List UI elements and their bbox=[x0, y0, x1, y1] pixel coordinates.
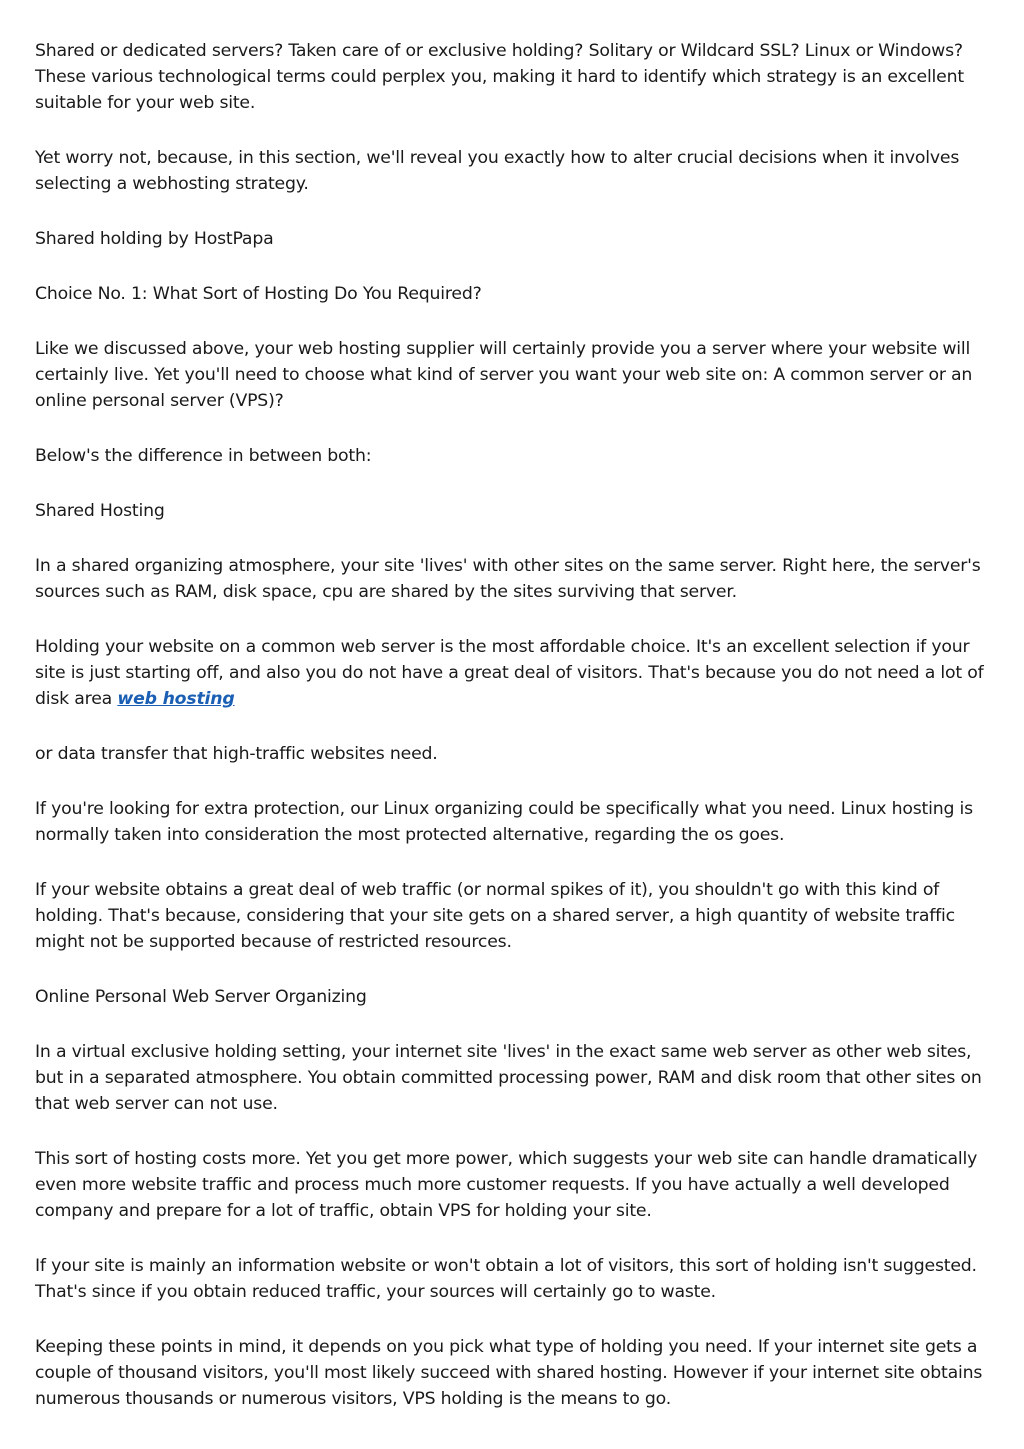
paragraph-linux-protection: If you're looking for extra protection, our Linux organizing could be specifically what you need. Linux hosting is normally taken into consideration the most protected alternative, regarding the os goes. bbox=[35, 799, 973, 845]
paragraph-difference: Below's the difference in between both: bbox=[35, 446, 372, 466]
paragraph-choice-heading: Choice No. 1: What Sort of Hosting Do You Required? bbox=[35, 284, 482, 304]
paragraph-vps-cost: This sort of hosting costs more. Yet you get more power, which suggests your web site can handle dramatically even more website traffic and process much more customer requests. If you have actually a well developed company and prepare for a lot of traffic, obtain VPS for holding your site. bbox=[35, 1149, 978, 1221]
paragraph-vps-setting: In a virtual exclusive holding setting, your internet site 'lives' in the exact same web server as other web sites, but in a separated atmosphere. You obtain committed processing power, RAM and disk room that other sites on that web server can not use. bbox=[35, 1042, 982, 1114]
paragraph-reassurance: Yet worry not, because, in this section, we'll reveal you exactly how to alter crucial decisions when it involves selecting a webhosting strategy. bbox=[35, 148, 960, 194]
web-hosting-link[interactable]: web hosting bbox=[117, 689, 235, 709]
document-body bbox=[35, 38, 995, 1441]
paragraph-shared-environment: In a shared organizing atmosphere, your site 'lives' with other sites on the same server. Right here, the server's sources such as RAM, disk space, cpu are shared by the sites surviving that server. bbox=[35, 556, 981, 602]
paragraph-affordable-text: Holding your website on a common web server is the most affordable choice. It's an excellent selection if your site is just starting off, and also you do not have a great deal of visitors. That's because you do not need a lot of disk area bbox=[35, 637, 984, 709]
paragraph-vps-heading: Online Personal Web Server Organizing bbox=[35, 987, 367, 1007]
paragraph-traffic-warning: If your website obtains a great deal of web traffic (or normal spikes of it), you shouldn't go with this kind of holding. That's because, considering that your site gets on a shared server, a high quantity of website traffic might not be supported because of restricted resources. bbox=[35, 880, 955, 952]
paragraph-vps-not-suggested: If your site is mainly an information website or won't obtain a lot of visitors, this sort of holding isn't suggested. That's since if you obtain reduced traffic, your sources will certainly go to waste. bbox=[35, 1256, 977, 1302]
paragraph-conclusion: Keeping these points in mind, it depends on you pick what type of holding you need. If your internet site gets a couple of thousand visitors, you'll most likely succeed with shared hosting. However if your internet site obtains numerous thousands or numerous visitors, VPS holding is the means to go. bbox=[35, 1337, 983, 1409]
paragraph-intro: Shared or dedicated servers? Taken care of or exclusive holding? Solitary or Wildcard SSL? Linux or Windows? These various technological terms could perplex you, making it hard to identify which strategy is an excellent suitable for your web site. bbox=[35, 41, 964, 113]
paragraph-caption-shared-holding: Shared holding by HostPapa bbox=[35, 229, 274, 249]
paragraph-shared-hosting-heading: Shared Hosting bbox=[35, 501, 165, 521]
paragraph-affordable-choice bbox=[35, 634, 995, 712]
paragraph-server-choice: Like we discussed above, your web hosting supplier will certainly provide you a server where your website will certainly live. Yet you'll need to choose what kind of server you want your web site on: A common server or an online personal server (VPS)? bbox=[35, 339, 973, 411]
paragraph-data-transfer: or data transfer that high-traffic websites need. bbox=[35, 744, 438, 764]
